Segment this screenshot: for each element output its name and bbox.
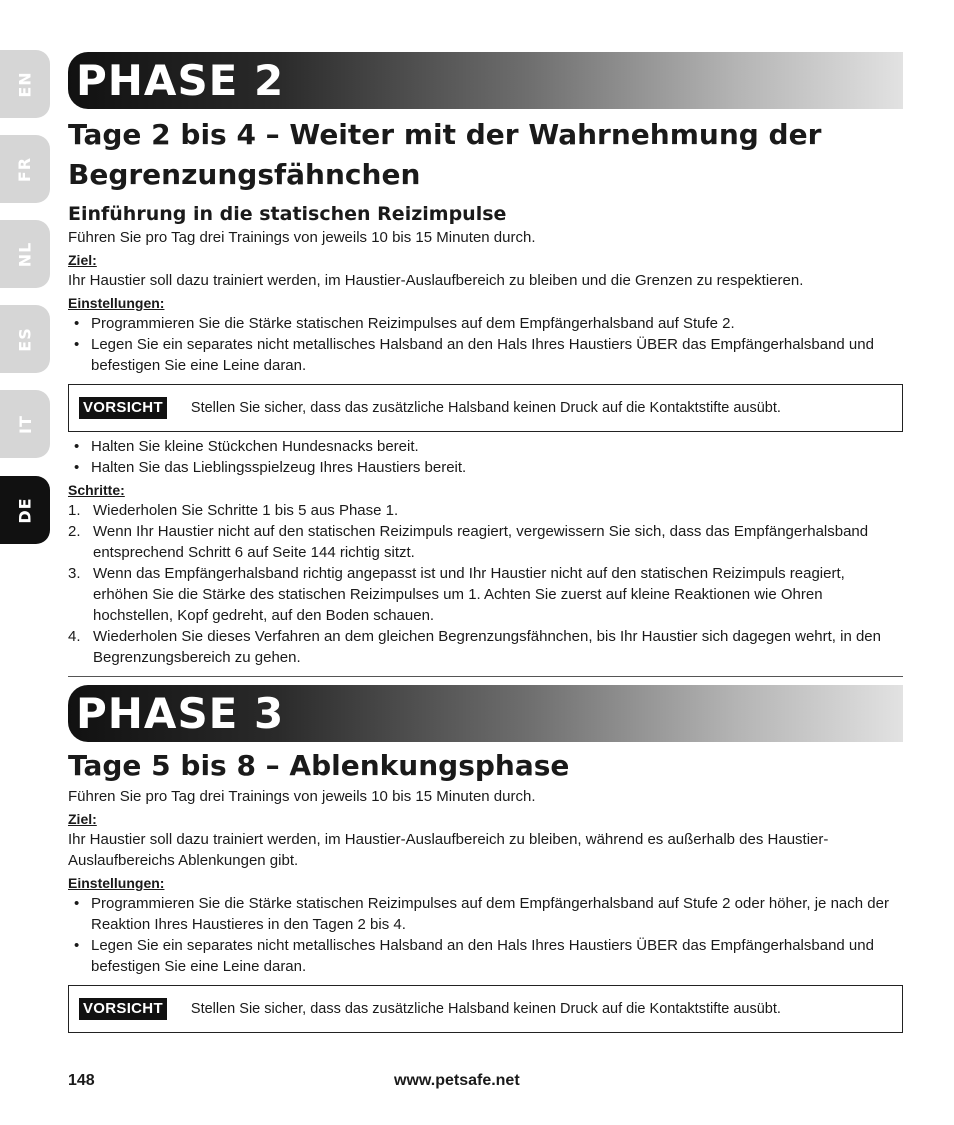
- step-number: 4.: [68, 628, 81, 645]
- step-text: Wenn Ihr Haustier nicht auf den statischen Reizimpuls reagiert, vergewissern Sie sich, dass das Empfängerhalsband entsprechend Schritt 6 auf Seite 144 richtig sitzt.: [93, 523, 869, 561]
- lang-tab-es[interactable]: [0, 305, 50, 373]
- phase2-subtitle: [68, 115, 903, 195]
- phase3-settings-list: [68, 893, 903, 977]
- list-item: [68, 500, 903, 521]
- main-content: [68, 52, 903, 1033]
- phase2-settings-label: Einstellungen:: [68, 295, 165, 311]
- lang-tab-label: DE: [15, 496, 35, 524]
- phase2-goal-text: Ihr Haustier soll dazu trainiert werden, im Haustier-Auslaufbereich zu bleiben und die Grenzen zu respektieren.: [68, 272, 804, 289]
- phase3-subtitle: Tage 5 bis 8 – Ablenkungsphase: [68, 749, 570, 782]
- phase3-banner: [68, 685, 903, 742]
- lang-tab-en[interactable]: [0, 50, 50, 118]
- list-item: [68, 521, 903, 563]
- step-number: 3.: [68, 565, 81, 582]
- phase3-intro: Führen Sie pro Tag drei Trainings von jeweils 10 bis 15 Minuten durch.: [68, 788, 536, 805]
- lang-tab-label: ES: [15, 326, 35, 352]
- section-divider: [68, 676, 903, 677]
- lang-tab-label: NL: [15, 241, 35, 267]
- phase2-subtitle-line2: Begrenzungsfähnchen: [68, 158, 421, 191]
- lang-tab-de[interactable]: [0, 476, 50, 544]
- list-item: • Halten Sie das Lieblingsspielzeug Ihres Haustiers bereit.: [72, 457, 903, 478]
- caution-badge: VORSICHT: [79, 998, 167, 1020]
- list-item: • Legen Sie ein separates nicht metallisches Halsband an den Hals Ihres Haustiers ÜBER das Empfängerhalsband und befestigen Sie eine Leine daran.: [72, 935, 903, 977]
- phase3-title: PHASE 3: [76, 689, 285, 738]
- phase3-goal-label: Ziel:: [68, 811, 97, 827]
- phase2-title: PHASE 2: [76, 56, 285, 105]
- page-footer: [68, 1072, 903, 1094]
- lang-tab-label: FR: [15, 156, 35, 182]
- list-item: [68, 563, 903, 626]
- caution-text: Stellen Sie sicher, dass das zusätzliche Halsband keinen Druck auf die Kontaktstifte ausübt.: [190, 1001, 781, 1017]
- phase2-steps-label: Schritte:: [68, 482, 125, 498]
- phase2-settings-list: [68, 313, 903, 376]
- list-item: • Programmieren Sie die Stärke statischen Reizimpulses auf dem Empfängerhalsband auf Stufe 2.: [72, 313, 903, 334]
- step-text: Wenn das Empfängerhalsband richtig angepasst ist und Ihr Haustier nicht auf den statischen Reizimpuls reagiert, erhöhen Sie die Stärke des statischen Reizimpulses um 1. Achten Sie zuerst auf kleine Reaktionen wie Ohren hochstellen, Kopf gedreht, auf den Boden schauen.: [93, 565, 845, 624]
- step-text: Wiederholen Sie dieses Verfahren an dem gleichen Begrenzungsfähnchen, bis Ihr Haustier sich dagegen wehrt, in den Begrenzungsbereich zu gehen.: [93, 628, 881, 666]
- website-link[interactable]: www.petsafe.net: [394, 1072, 520, 1089]
- phase3-caution-box: [68, 985, 903, 1033]
- caution-badge: VORSICHT: [79, 397, 167, 419]
- phase3-settings-label: Einstellungen:: [68, 875, 165, 891]
- step-number: 1.: [68, 502, 81, 519]
- step-text: Wiederholen Sie Schritte 1 bis 5 aus Phase 1.: [93, 502, 399, 519]
- phase2-goal-label: Ziel:: [68, 252, 97, 268]
- lang-tab-label: IT: [15, 414, 35, 434]
- phase2-steps-list: [68, 500, 903, 668]
- lang-tab-it[interactable]: [0, 390, 50, 458]
- phase2-banner: [68, 52, 903, 109]
- list-item: • Legen Sie ein separates nicht metallisches Halsband an den Hals Ihres Haustiers ÜBER das Empfängerhalsband und befestigen Sie eine Leine daran.: [72, 334, 903, 376]
- phase2-extras-list: [68, 436, 903, 478]
- phase2-caution-box: [68, 384, 903, 432]
- step-number: 2.: [68, 523, 81, 540]
- list-item: • Halten Sie kleine Stückchen Hundesnacks bereit.: [72, 436, 903, 457]
- caution-text: Stellen Sie sicher, dass das zusätzliche Halsband keinen Druck auf die Kontaktstifte ausübt.: [190, 400, 781, 416]
- page-number: 148: [68, 1072, 95, 1089]
- phase2-section-title: Einführung in die statischen Reizimpulse: [68, 203, 507, 225]
- lang-tab-nl[interactable]: [0, 220, 50, 288]
- phase2-subtitle-line1: Tage 2 bis 4 – Weiter mit der Wahrnehmung der: [68, 118, 822, 151]
- phase3-goal-text: Ihr Haustier soll dazu trainiert werden, im Haustier-Auslaufbereich zu bleiben, während es außerhalb des Haustier-Auslaufbereichs Ablenkungen gibt.: [68, 831, 829, 869]
- list-item: • Programmieren Sie die Stärke statischen Reizimpulses auf dem Empfängerhalsband auf Stufe 2 oder höher, je nach der Reaktion Ihres Haustieres in den Tagen 2 bis 4.: [72, 893, 903, 935]
- lang-tab-label: EN: [15, 70, 35, 98]
- list-item: [68, 626, 903, 668]
- phase2-intro: Führen Sie pro Tag drei Trainings von jeweils 10 bis 15 Minuten durch.: [68, 229, 536, 246]
- lang-tab-fr[interactable]: [0, 135, 50, 203]
